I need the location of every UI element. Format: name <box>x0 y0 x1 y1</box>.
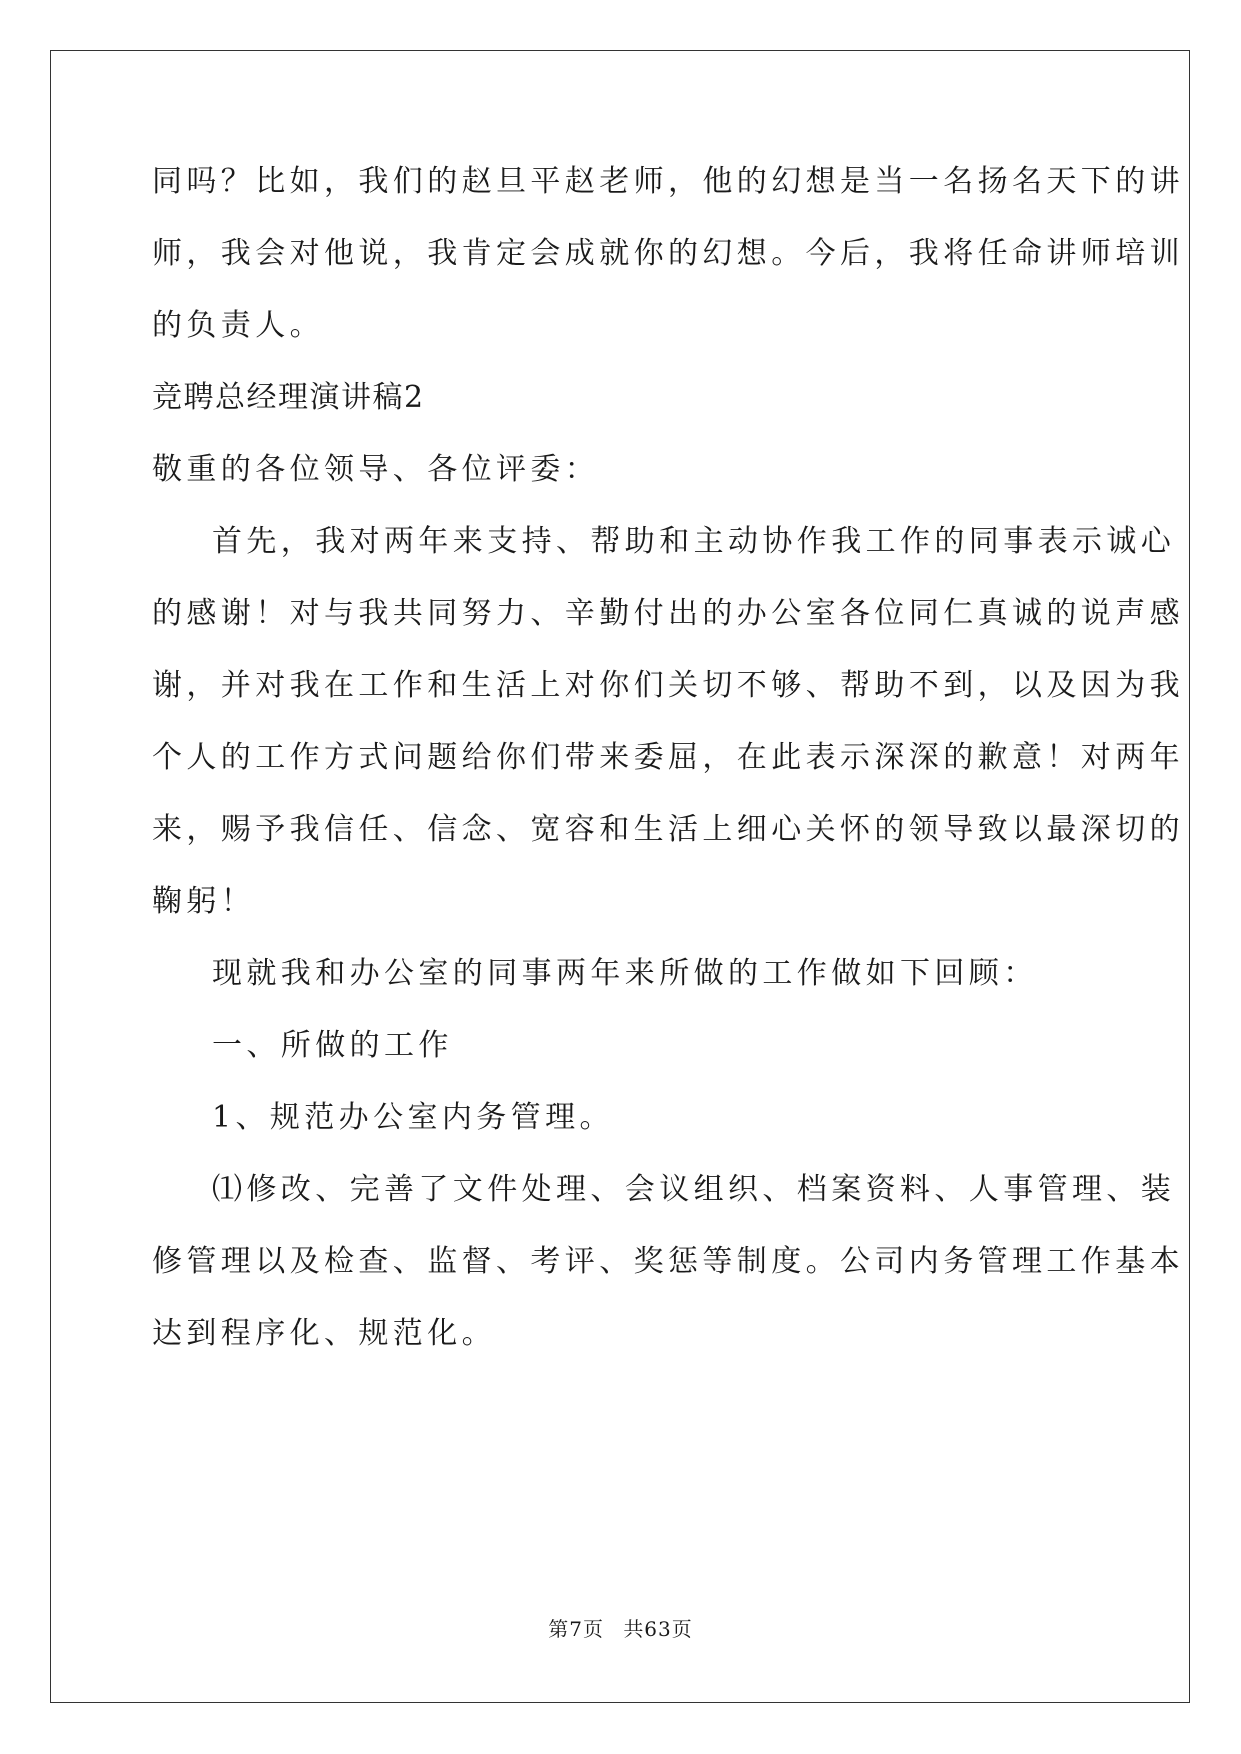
text-line: 达到程序化、规范化。 <box>152 1316 496 1351</box>
text-line: 的负责人。 <box>152 308 324 343</box>
text-line: 个人的工作方式问题给你们带来委屈，在此表示深深的歉意！对两年 <box>152 740 1184 775</box>
text-line: ⑴修改、完善了文件处理、会议组织、档案资料、人事管理、装 <box>212 1172 1176 1207</box>
text-line: 鞠躬！ <box>152 884 256 919</box>
page-total: 共63页 <box>623 1617 693 1641</box>
section-title: 竞聘总经理演讲稿2 <box>152 380 425 415</box>
text-line: 修管理以及检查、监督、考评、奖惩等制度。公司内务管理工作基本 <box>152 1244 1184 1279</box>
page-border <box>50 50 1190 1703</box>
text-line: 首先，我对两年来支持、帮助和主动协作我工作的同事表示诚心 <box>212 524 1176 559</box>
page-number: 第7页 <box>548 1617 604 1641</box>
text-line: 师，我会对他说，我肯定会成就你的幻想。今后，我将任命讲师培训 <box>152 236 1184 271</box>
page-footer <box>0 1616 1241 1642</box>
text-line: 同吗？比如，我们的赵旦平赵老师，他的幻想是当一名扬名天下的讲 <box>152 164 1184 199</box>
text-line: 的感谢！对与我共同努力、辛勤付出的办公室各位同仁真诚的说声感 <box>152 596 1184 631</box>
list-heading: 一、所做的工作 <box>212 1028 453 1063</box>
salutation: 敬重的各位领导、各位评委： <box>152 452 600 487</box>
text-line: 现就我和办公室的同事两年来所做的工作做如下回顾： <box>212 956 1038 991</box>
text-line: 来，赐予我信任、信念、宽容和生活上细心关怀的领导致以最深切的 <box>152 812 1184 847</box>
list-item: 1、规范办公室内务管理。 <box>212 1100 614 1135</box>
text-line: 谢，并对我在工作和生活上对你们关切不够、帮助不到，以及因为我 <box>152 668 1184 703</box>
